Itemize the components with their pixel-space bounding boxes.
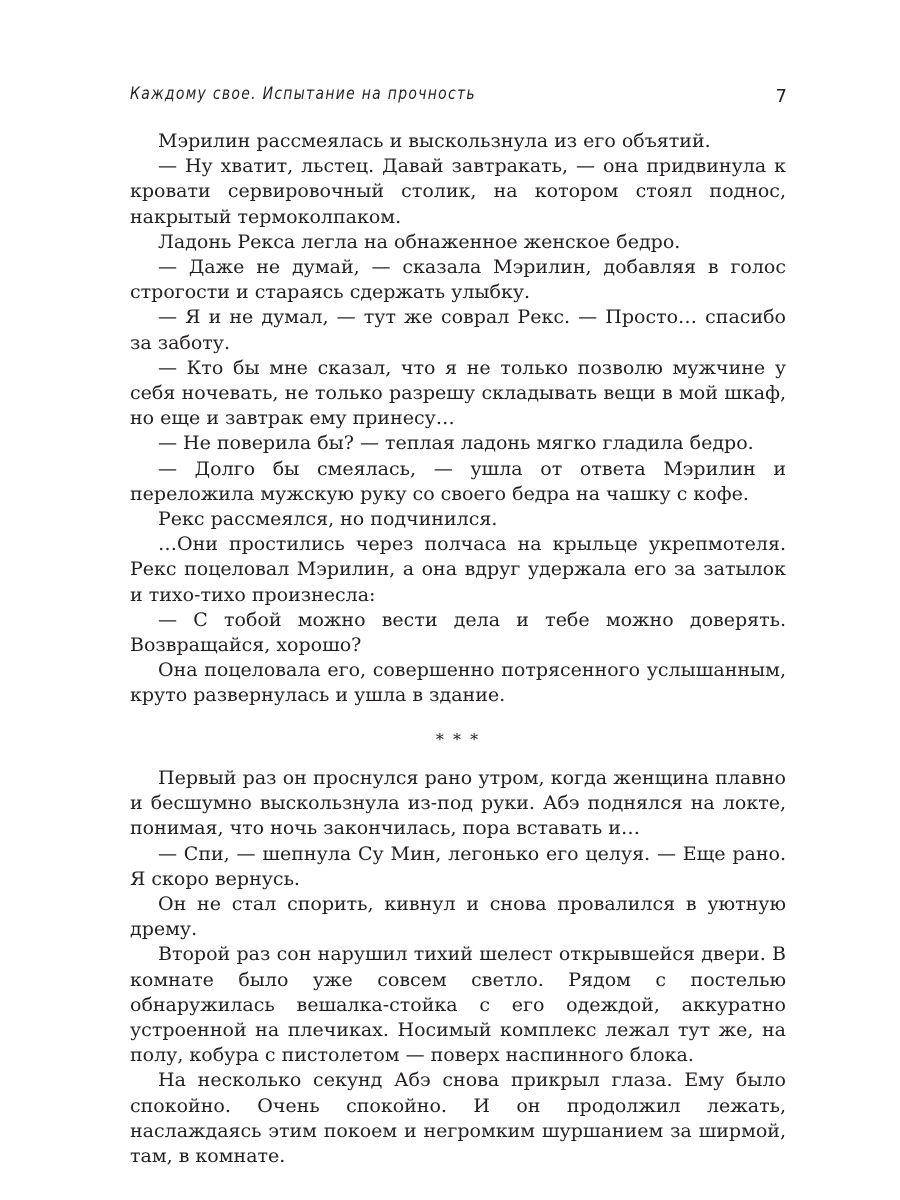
paragraph: Ладонь Рекса легла на обнаженное женское бедро. <box>158 230 681 253</box>
running-head-title: Каждому свое. Испытание на прочность <box>130 84 476 104</box>
text-section-2 <box>130 766 786 1169</box>
paragraph: — Спи, — шепнула Су Мин, легонько его целуя. — Еще рано. Я скоро вернусь. <box>130 842 786 890</box>
paragraph: Она поцеловала его, совершенно потрясенного услышанным, круто развернулась и ушла в здание. <box>130 659 786 707</box>
section-separator: * * * <box>435 730 481 749</box>
paragraph: Мэрилин рассмеялась и выскользнула из его объятий. <box>158 130 711 152</box>
paragraph: — Кто бы мне сказал, что я не только позволю мужчине у себя ночевать, не только разрешу складывать вещи в мой шкаф, но еще и завтрак ему принесу… <box>130 356 786 430</box>
paragraph: Рекс рассмеялся, но подчинился. <box>158 508 498 531</box>
page-number: 7 <box>775 86 787 107</box>
paragraph: — Даже не думай, — сказала Мэрилин, добавляя в голос строгости и стараясь сдержать улыбку. <box>130 256 786 304</box>
paragraph: Он не стал спорить, кивнул и снова провалился в уютную дрему. <box>130 893 786 941</box>
paragraph: На несколько секунд Абэ снова прикрыл глаза. Ему было спокойно. Очень спокойно. И он продолжил лежать, наслаждаясь этим покоем и негромким шуршанием за ширмой, там, в комнате. <box>130 1069 786 1168</box>
paragraph: — Не поверила бы? — теплая ладонь мягко гладила бедро. <box>158 432 754 455</box>
paragraph: Второй раз сон нарушил тихий шелест открывшейся двери. В комнате было уже совсем светло. Рядом с постелью обнаружилась вешалка-стойка с его одеждой, аккуратно устроенной на плечиках. Носимый комплекс лежал тут же, на полу, кобура с пистолетом — поверх наспинного блока. <box>130 943 786 1067</box>
paragraph: …Они простились через полчаса на крыльце укрепмотеля. Рекс поцеловал Мэрилин, а она вдруг удержала его за затылок и тихо-тихо произнесла: <box>130 533 786 606</box>
paragraph: — С тобой можно вести дела и тебе можно доверять. Возвращайся, хорошо? <box>130 608 786 657</box>
paragraph: — Долго бы смеялась, — ушла от ответа Мэрилин и переложила мужскую руку со своего бедра на чашку с кофе. <box>130 457 786 505</box>
paragraph: Первый раз он проснулся рано утром, когда женщина плавно и бесшумно выскользнула из-под руки. Абэ поднялся на локте, понимая, что ночь закончилась, пора вставать и… <box>130 767 786 840</box>
paragraph: — Ну хватит, льстец. Давай завтракать, — она придвинула к кровати сервировочный столик, на котором стоял поднос, накрытый термоколпаком. <box>130 155 786 228</box>
text-section-1 <box>130 129 786 709</box>
paragraph: — Я и не думал, — тут же соврал Рекс. — Просто… спасибо за заботу. <box>130 306 786 354</box>
